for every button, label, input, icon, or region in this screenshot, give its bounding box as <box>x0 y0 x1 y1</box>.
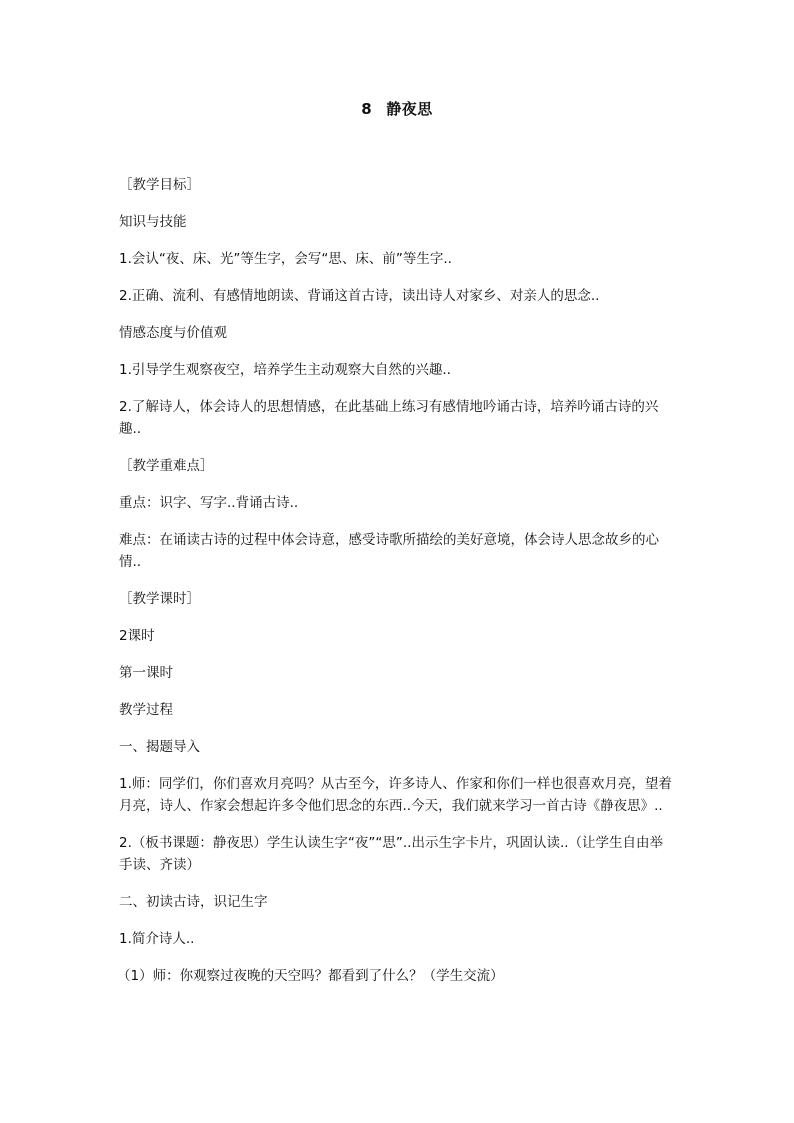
paragraph: 1.会认“夜、床、光”等生字，会写“思、床、前”等生字.. <box>119 251 452 267</box>
paragraph: 第一课时 <box>119 665 173 681</box>
paragraph: 重点：识字、写字..背诵古诗.. <box>119 495 299 511</box>
paragraph: 1.引导学生观察夜空，培养学生主动观察大自然的兴趣.. <box>119 362 451 378</box>
paragraph: 2.了解诗人，体会诗人的思想情感，在此基础上练习有感情地吟诵古诗，培养吟诵古诗的兴趣.. <box>119 399 659 437</box>
subheading-knowledge-skills: 知识与技能 <box>119 214 187 230</box>
paragraph: 1.简介诗人.. <box>119 931 195 947</box>
page-title <box>0 98 794 119</box>
paragraph: 2.（板书课题：静夜思）学生认读生字“夜”“思”..出示生字卡片，巩固认读..（让学生自由举手读、齐读） <box>119 835 664 873</box>
lesson-title: 静夜思 <box>386 100 433 118</box>
paragraph: 一、揭题导入 <box>119 739 200 755</box>
paragraph: 1.师：同学们，你们喜欢月亮吗？从古至今，许多诗人、作家和你们一样也很喜欢月亮，望着月亮，诗人、作家会想起许多令他们思念的东西..今天，我们就来学习一首古诗《静夜思》.. <box>119 776 672 814</box>
section-heading-class-hours: ［教学课时］ <box>119 591 200 607</box>
paragraph: 二、初读古诗，识记生字 <box>119 894 268 910</box>
document-body <box>119 174 675 1002</box>
paragraph: 2.正确、流利、有感情地朗读、背诵这首古诗，读出诗人对家乡、对亲人的思念.. <box>119 288 600 304</box>
lesson-number: 8 <box>361 100 373 118</box>
subheading-attitude-values: 情感态度与价值观 <box>119 325 227 341</box>
section-heading-objectives: ［教学目标］ <box>119 177 200 193</box>
section-heading-key-points: ［教学重难点］ <box>119 458 214 474</box>
paragraph: （1）师：你观察过夜晚的天空吗？都看到了什么？（学生交流） <box>117 968 504 984</box>
paragraph: 教学过程 <box>119 702 173 718</box>
paragraph: 难点：在诵读古诗的过程中体会诗意，感受诗歌所描绘的美好意境，体会诗人思念故乡的心情.. <box>119 532 659 570</box>
paragraph: 2课时 <box>119 628 155 644</box>
